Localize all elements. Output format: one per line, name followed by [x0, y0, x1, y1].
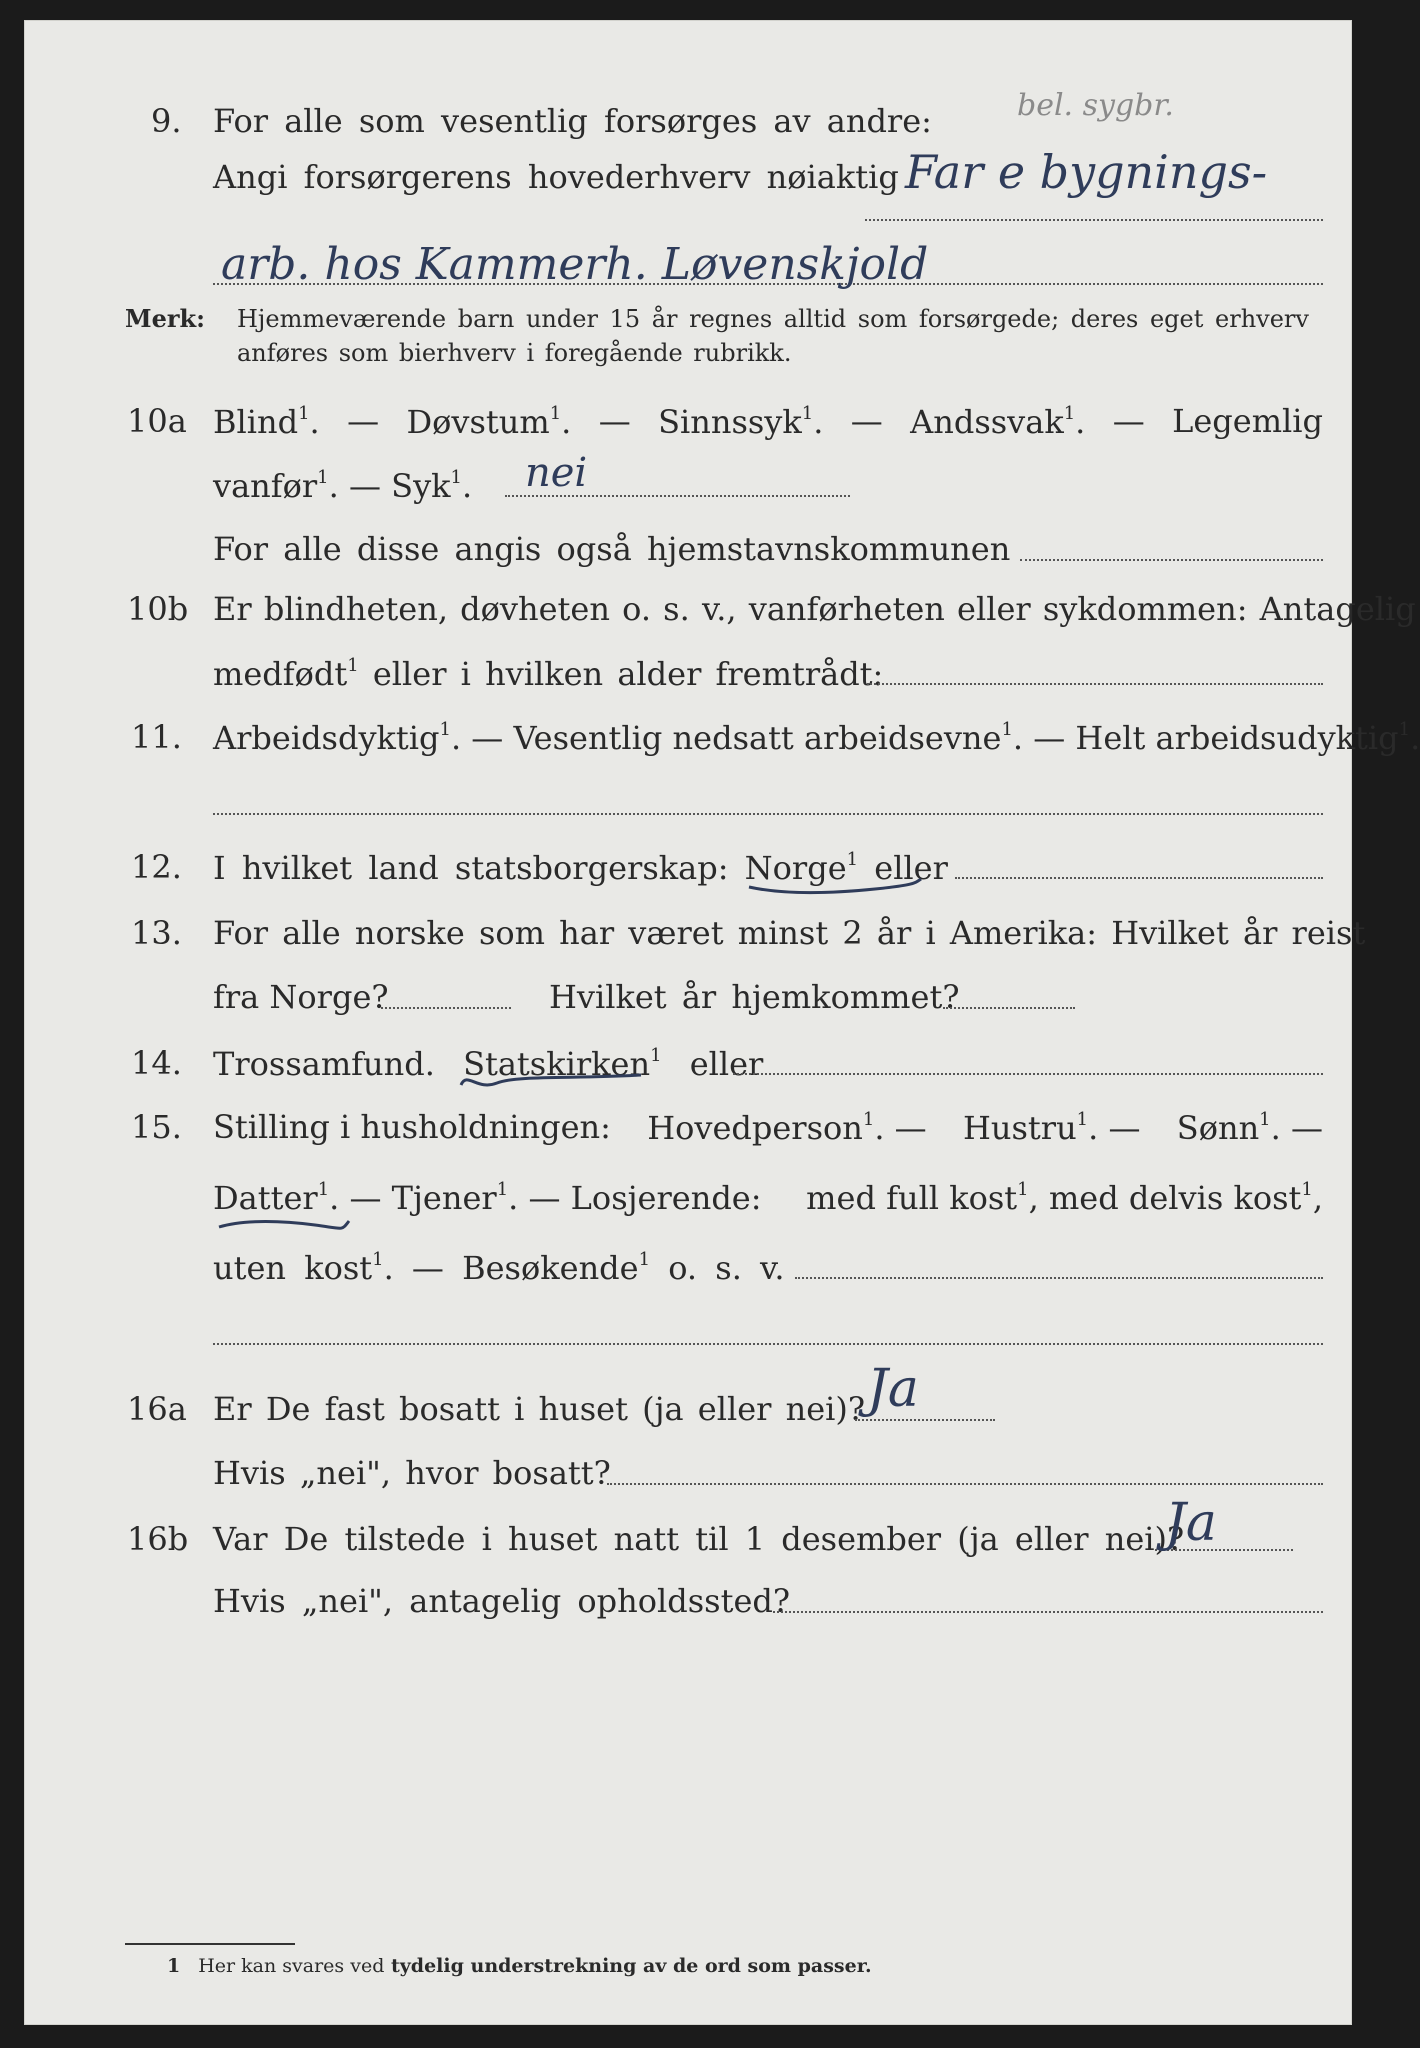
option-med-delvis-kost[interactable]: , med delvis kost	[1028, 1179, 1302, 1217]
option-med-full-kost[interactable]: med full kost	[806, 1179, 1018, 1217]
handwritten-underline-statskirken	[457, 1067, 647, 1093]
merk-note-line-2: anføres som bierhverv i foregående rubrikk.	[237, 339, 792, 367]
separator: —	[347, 402, 380, 440]
q16b-hvis-nei-label: Hvis „nei", antagelig opholdssted?	[213, 1582, 791, 1620]
separator: . —	[1270, 1109, 1323, 1147]
option-norge[interactable]: Norge	[744, 849, 847, 887]
q15-comma: ,	[1312, 1179, 1323, 1217]
q10b-line-1: Er blindheten, døvheten o. s. v., vanførheten eller sykdommen: Antagelig	[213, 590, 1416, 628]
footnote-ref: 1	[1398, 719, 1411, 740]
footnote-ref: 1	[439, 719, 451, 740]
q15-question: Stilling i husholdningen:	[213, 1108, 611, 1146]
option-andssvak[interactable]: Andssvak	[910, 403, 1064, 441]
q16b-opholdssted-answer-line[interactable]	[773, 1611, 1323, 1613]
option-vesentlig-nedsatt[interactable]: . — Vesentlig nedsatt arbeidsevne	[450, 719, 1002, 757]
q16b-number: 16b	[127, 1520, 189, 1558]
q14-number: 14.	[131, 1044, 182, 1082]
census-form-page	[24, 20, 1420, 2025]
separator: —	[1112, 402, 1145, 440]
option-legemlig[interactable]: Legemlig	[1172, 402, 1323, 440]
option-losjerende[interactable]: . — Losjerende:	[508, 1179, 762, 1217]
footnote-ref: 1	[1259, 1109, 1271, 1130]
q15-answer-line-1[interactable]	[795, 1277, 1323, 1279]
footnote-text-a: Her kan svares ved	[198, 1955, 385, 1977]
footnote-ref: 1	[801, 403, 814, 424]
footnote-ref: 1	[1001, 719, 1013, 740]
q14-question: Trossamfund.	[213, 1045, 435, 1083]
option-statskirken[interactable]: Statskirken	[463, 1045, 651, 1083]
merk-label: Merk:	[125, 304, 205, 333]
footnote-mark: 1	[167, 1955, 181, 1977]
option-syk[interactable]: — Syk	[348, 467, 451, 505]
q16a-hvis-nei-label: Hvis „nei", hvor bosatt?	[213, 1454, 611, 1492]
q10a-line-2: vanfør$^1$. — Syk$^1$.	[213, 467, 473, 505]
q12-question: I hvilket land statsborgerskap:	[213, 849, 729, 887]
q16a-answer-line[interactable]	[855, 1419, 995, 1421]
separator: —	[598, 402, 631, 440]
footnote-ref: 1	[298, 403, 310, 424]
q13-hjemkommet-answer-line[interactable]	[943, 1007, 1075, 1009]
option-datter[interactable]: Datter	[213, 1179, 318, 1217]
separator: —	[850, 402, 883, 440]
q15-line-3	[213, 1249, 785, 1287]
q9-handwritten-answer-1: Far e bygnings-	[905, 145, 1268, 199]
option-hovedperson[interactable]: Hovedperson	[647, 1109, 863, 1147]
footnote-ref: 1	[1076, 1109, 1089, 1130]
q12-answer-line[interactable]	[955, 877, 1323, 879]
q10b-alder-text: eller i hvilken alder fremtrådt:	[372, 655, 884, 693]
footnote-ref: 1	[1301, 1179, 1313, 1200]
q10a-handwritten-answer: nei	[525, 450, 588, 496]
q13-reist-label: fra Norge?	[213, 978, 389, 1016]
q15-number: 15.	[131, 1108, 182, 1146]
q13-line-1: For alle norske som har været minst 2 år i Amerika: Hvilket år reist	[213, 914, 1366, 952]
q16b-question: Var De tilstede i huset natt til 1 desember (ja eller nei)?	[213, 1520, 1185, 1558]
handwritten-underline-datter	[215, 1211, 355, 1237]
option-hustru[interactable]: Hustru	[962, 1109, 1077, 1147]
q16b-handwritten-answer: Ja	[1165, 1493, 1217, 1553]
q10a-hjemstavn-answer-line[interactable]	[1020, 559, 1323, 561]
footnote-ref: 1	[347, 655, 359, 676]
footnote-ref: 1	[372, 1249, 384, 1270]
handwritten-underline-norge	[745, 873, 925, 897]
q16a-question: Er De fast bosatt i huset (ja eller nei)?	[213, 1390, 866, 1428]
q13-number: 13.	[131, 914, 182, 952]
q10b-line-2	[213, 655, 884, 693]
footnote-ref: 1	[638, 1249, 651, 1270]
footnote-ref: 1	[317, 467, 329, 488]
q10b-answer-line[interactable]	[867, 683, 1323, 685]
q11-answer-line[interactable]	[213, 813, 1323, 815]
footnote-ref: 1	[862, 1109, 875, 1130]
option-dovstum[interactable]: Døvstum	[406, 403, 550, 441]
footnote-text-b: tydelig understrekning av de ord som passer.	[390, 1955, 872, 1977]
footnote-ref: 1	[317, 1179, 330, 1200]
footnote-ref: 1	[549, 403, 562, 424]
q10a-options: Blind$^1$. — Døvstum$^1$. — Sinnssyk$^1$. — Andssvak$^1$. — Legemlig	[213, 402, 1323, 441]
option-tjener[interactable]: . — Tjener	[329, 1179, 497, 1217]
q9-question: For alle som vesentlig forsørges av andre:	[213, 102, 932, 140]
q12-eller: eller	[874, 849, 948, 887]
pencil-annotation: bel. sygbr.	[1017, 88, 1174, 123]
q15-line-2	[213, 1179, 1323, 1217]
q9-answer-line-1[interactable]	[865, 219, 1323, 221]
q15-line-1	[213, 1108, 1323, 1147]
footnote-rule	[125, 1943, 295, 1945]
q11-number: 11.	[131, 718, 182, 756]
option-sinnssyk[interactable]: Sinnssyk	[658, 403, 802, 441]
separator: . —	[1088, 1109, 1141, 1147]
option-uten-kost[interactable]: uten kost	[213, 1249, 373, 1287]
option-medfodt[interactable]: medfødt	[213, 655, 348, 693]
q10a-line-3: For alle disse angis også hjemstavnskommunen	[213, 530, 1011, 568]
q11-options	[213, 719, 1420, 757]
q12-number: 12.	[131, 848, 182, 886]
q14-eller: eller	[689, 1045, 764, 1083]
option-besokende[interactable]: . — Besøkende	[383, 1249, 639, 1287]
q16a-bosatt-answer-line[interactable]	[607, 1483, 1323, 1485]
q9-instruction: Angi forsørgerens hovederhverv nøiaktig	[213, 158, 899, 196]
q15-answer-line-2[interactable]	[213, 1343, 1323, 1345]
footnote	[167, 1957, 872, 1976]
q9-handwritten-answer-2: arb. hos Kammerh. Løvenskjold	[221, 239, 929, 290]
footnote-ref: 1	[450, 467, 462, 488]
option-vanfor[interactable]: vanfør	[213, 467, 318, 505]
q13-hjemkommet-label: Hvilket år hjemkommet?	[549, 978, 960, 1016]
footnote-ref: 1	[1017, 1179, 1029, 1200]
q16a-handwritten-answer: Ja	[867, 1359, 919, 1419]
option-helt-arbeidsudyktig[interactable]: . — Helt arbeidsudyktig	[1012, 719, 1399, 757]
q10b-number: 10b	[127, 590, 189, 628]
q13-reist-answer-line[interactable]	[381, 1007, 511, 1009]
option-arbeidsdyktig[interactable]: Arbeidsdyktig	[213, 719, 440, 757]
option-sonn[interactable]: Sønn	[1176, 1109, 1260, 1147]
footnote-ref: 1	[650, 1045, 662, 1066]
footnote-ref: 1	[496, 1179, 509, 1200]
q15-osv: o. s. v.	[668, 1249, 785, 1287]
merk-note-line-1: Hjemmeværende barn under 15 år regnes alltid som forsørgede; deres eget erhverv	[237, 305, 1309, 333]
q11-period: .	[1410, 719, 1420, 757]
separator: . —	[874, 1109, 927, 1147]
q14-answer-line[interactable]	[733, 1073, 1323, 1075]
q10a-number: 10a	[127, 402, 187, 440]
footnote-ref: 1	[846, 849, 859, 870]
q9-number: 9.	[151, 102, 182, 140]
option-blind[interactable]: Blind	[213, 403, 299, 441]
q16a-number: 16a	[127, 1390, 187, 1428]
footnote-ref: 1	[1063, 403, 1076, 424]
